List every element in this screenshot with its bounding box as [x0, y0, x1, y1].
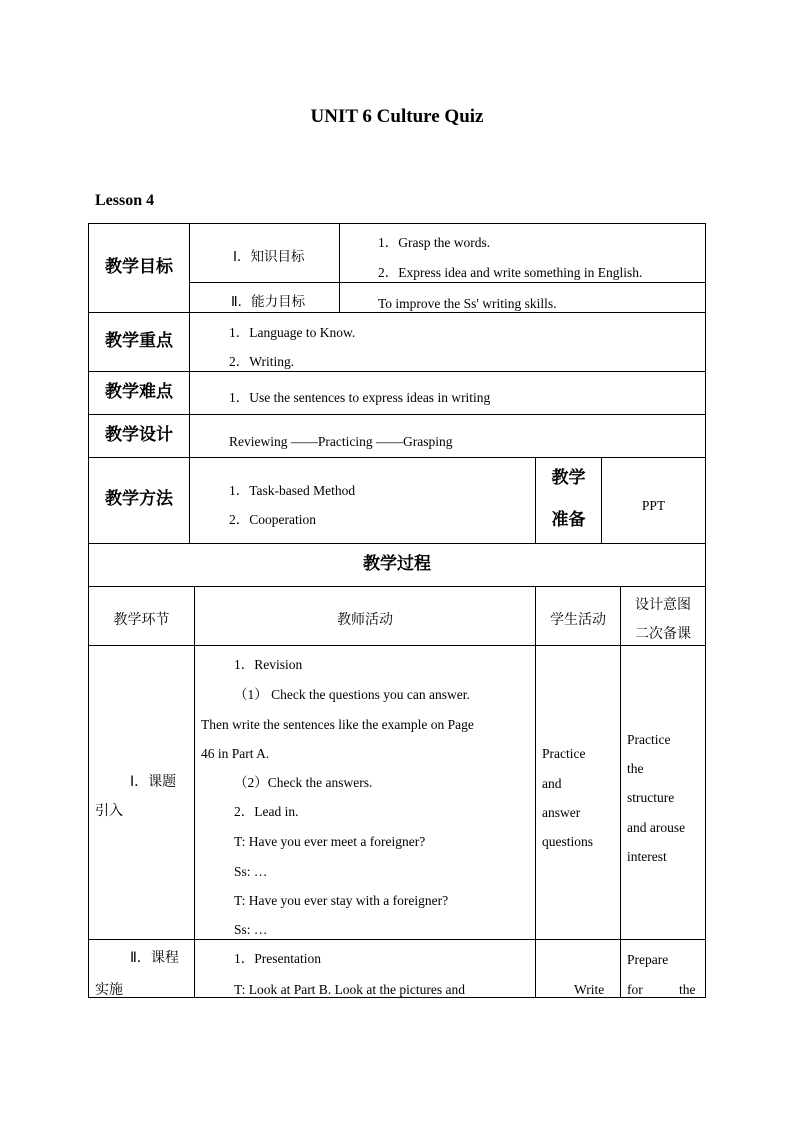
design-text: Reviewing ——Practicing ——Grasping	[229, 434, 453, 449]
rule-objectives-mid-left	[189, 282, 340, 283]
stage1-name: Ⅰ．课题	[130, 774, 177, 790]
teacher-activity-header: 教师活动	[337, 612, 393, 628]
intent-line: and arouse	[627, 820, 686, 835]
intent-header: 二次备课	[635, 626, 691, 642]
student-activity-line: questions	[542, 834, 594, 849]
knowledge-goal-item: 2．Express idea and write something in English.	[378, 265, 643, 280]
rule-top	[88, 223, 706, 224]
teacher-activity-line: （1） Check the questions you can answer.	[234, 687, 470, 702]
lesson-label: Lesson 4	[95, 192, 155, 209]
rule-row5	[88, 457, 706, 458]
stage2-name: 实施	[95, 982, 123, 998]
knowledge-goal-label: Ⅰ．知识目标	[233, 249, 305, 265]
method-item: 1．Task-based Method	[229, 483, 356, 498]
intent-header: 设计意图	[635, 597, 691, 613]
key-points-label: 教学重点	[105, 331, 173, 351]
teacher-activity-line: T: Look at Part B. Look at the pictures and	[234, 982, 466, 997]
student-activity-line: and	[542, 776, 562, 791]
process-title: 教学过程	[363, 554, 431, 574]
rule-row8	[88, 645, 706, 646]
rule-row7	[88, 586, 706, 587]
intent-line: the	[679, 982, 696, 997]
teacher-activity-line: 2．Lead in.	[234, 804, 299, 819]
rule-label-col	[189, 223, 190, 543]
rule-row4	[88, 414, 706, 415]
objectives-label: 教学目标	[105, 257, 173, 277]
stage2-name: Ⅱ．课程	[130, 950, 179, 966]
teacher-activity-line: T: Have you ever stay with a foreigner?	[234, 893, 449, 908]
page-title: UNIT 6 Culture Quiz	[310, 106, 484, 127]
rule-row9	[88, 939, 706, 940]
student-activity-line: Practice	[542, 746, 586, 761]
knowledge-goal-item: 1．Grasp the words.	[378, 235, 491, 250]
stage1-name: 引入	[95, 803, 123, 819]
teacher-activity-line: 46 in Part A.	[201, 746, 270, 761]
difficulty-item: 1．Use the sentences to express ideas in writing	[229, 390, 491, 405]
rule-objectives-col	[339, 223, 340, 312]
teacher-activity-line: 1．Presentation	[234, 951, 321, 966]
intent-line: structure	[627, 790, 675, 805]
stage-header: 教学环节	[113, 612, 170, 628]
rule-row6	[88, 543, 706, 544]
ability-goal-text: To improve the Ss' writing skills.	[378, 296, 557, 311]
rule-objectives-mid	[340, 282, 706, 283]
prep-label: 准备	[551, 510, 586, 530]
teacher-activity-line: Ss: …	[234, 922, 268, 937]
rule-row3	[88, 371, 706, 372]
teacher-activity-line: Then write the sentences like the example on Page	[201, 717, 474, 732]
rule-right	[705, 223, 706, 998]
methods-label: 教学方法	[105, 489, 173, 509]
rule-proc-col-3	[620, 586, 621, 997]
key-point-item: 2．Writing.	[229, 354, 295, 369]
intent-line: Prepare	[627, 952, 669, 967]
intent-line: interest	[627, 849, 667, 864]
rule-proc-col-2	[535, 586, 536, 997]
intent-line: the	[627, 761, 644, 776]
rule-proc-col-1	[194, 586, 195, 997]
student-activity-header: 学生活动	[550, 612, 606, 628]
student-activity-line: answer	[542, 805, 581, 820]
method-item: 2．Cooperation	[229, 512, 316, 527]
intent-line: Practice	[627, 732, 671, 747]
design-label: 教学设计	[105, 425, 173, 445]
teacher-activity-line: （2）Check the answers.	[234, 775, 373, 790]
ability-goal-label: Ⅱ．能力目标	[231, 294, 306, 310]
student-activity-line: Write	[574, 982, 605, 997]
teacher-activity-line: Ss: …	[234, 864, 268, 879]
prep-value: PPT	[641, 498, 666, 513]
difficulties-label: 教学难点	[105, 382, 173, 402]
key-point-item: 1．Language to Know.	[229, 325, 356, 340]
intent-line: for	[627, 982, 643, 997]
teacher-activity-line: 1．Revision	[234, 657, 303, 672]
prep-label: 教学	[551, 468, 586, 488]
teacher-activity-line: T: Have you ever meet a foreigner?	[234, 834, 426, 849]
